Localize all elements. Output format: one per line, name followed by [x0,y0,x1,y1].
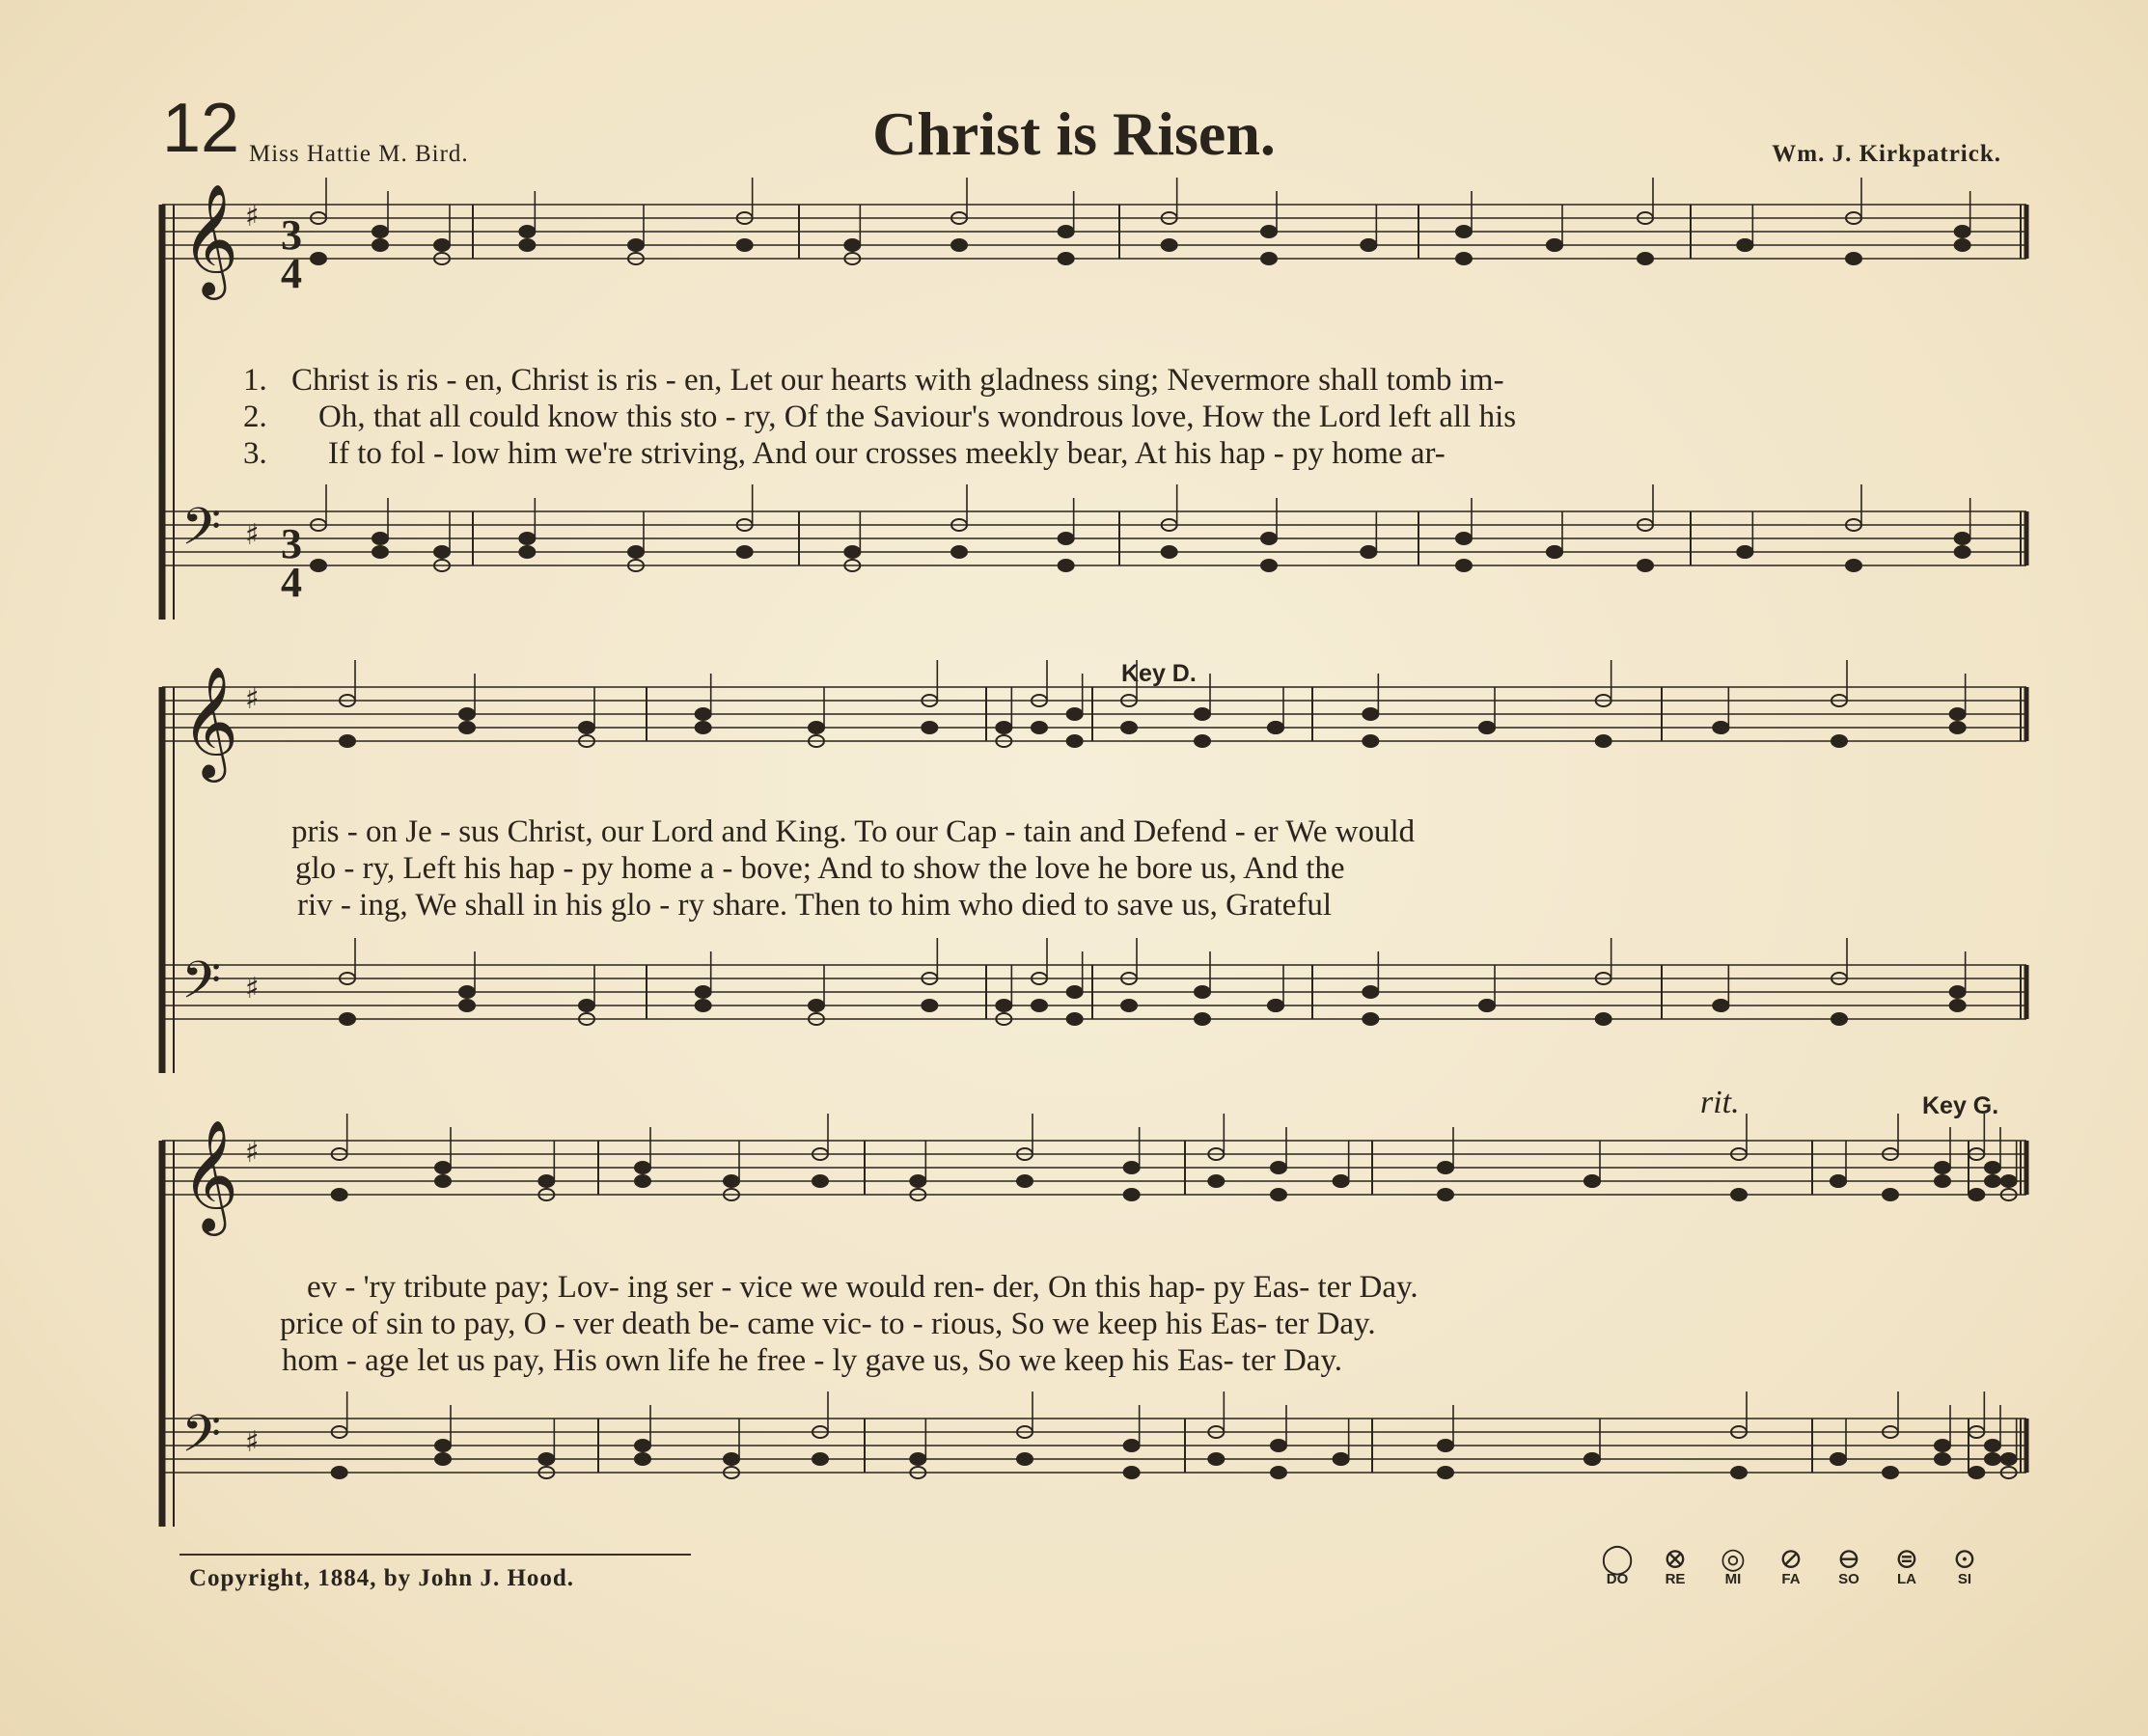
notehead [1124,1440,1140,1451]
notehead [519,533,535,544]
notehead [1208,1453,1224,1465]
bass-clef-icon: 𝄢 [181,1405,222,1476]
notehead [1017,1453,1033,1465]
lyric-line: ev - 'ry tribute pay; Lov- ing ser - vice we would ren- der, On this hap- py Eas- ter Day. [307,1270,1418,1305]
notehead [696,1000,711,1011]
notehead [1121,1000,1137,1011]
notehead [1831,1013,1847,1025]
notehead [372,239,388,251]
lyric-line: hom - age let us pay, His own life he free - ly gave us, So we keep his Eas- ter Day. [282,1343,1343,1378]
solfege-so: SO [1838,1571,1859,1587]
notehead [635,1453,650,1465]
notehead [1363,708,1378,720]
notehead [1059,533,1074,544]
notehead [1883,1189,1898,1200]
lyric-line: Christ is ris - en, Christ is ris - en, Let our hearts with gladness sing; Nevermore shall tomb im- [291,363,1504,398]
notehead [1124,1467,1140,1478]
notehead [434,239,450,251]
notehead [1195,1013,1210,1025]
notehead [1985,1440,2000,1451]
notehead [1261,533,1277,544]
notehead [1195,708,1210,720]
notehead [1846,253,1861,264]
notehead [579,1000,594,1011]
notehead [1831,735,1847,747]
notehead [2001,1453,2017,1465]
notehead [844,546,860,558]
solfege-si: SI [1957,1571,1972,1587]
sharp-icon: ♯ [245,972,260,1006]
sharp-icon: ♯ [245,518,260,552]
notehead [459,1000,475,1011]
notehead [844,239,860,251]
notehead [812,1453,828,1465]
notehead [1067,708,1083,720]
notehead [1955,226,1970,237]
notehead [372,533,388,544]
notehead [1950,986,1966,998]
notehead [1271,1189,1286,1200]
time-sig-bottom-bass: 4 [281,559,302,606]
notehead [519,239,535,251]
notehead [1195,735,1210,747]
notehead [1969,1467,1984,1478]
notehead [1846,560,1861,571]
notehead [519,226,535,237]
notehead [1950,722,1966,733]
solfege-fa: FA [1781,1571,1801,1587]
notehead [538,1175,554,1187]
notehead [459,986,475,998]
notehead [1059,226,1074,237]
notehead [1985,1175,2000,1187]
notehead [1121,722,1137,733]
notehead [1124,1162,1140,1173]
copyright-notice: Copyright, 1884, by John J. Hood. [189,1565,575,1591]
notehead [737,546,753,558]
key-change-g: Key G. [1922,1092,1999,1119]
notehead [996,722,1011,733]
notehead [1067,1013,1083,1025]
notehead [1596,735,1611,747]
lyric-line: If to fol - low him we're striving, And our crosses meekly bear, At his hap - py home ar- [328,436,1446,471]
notehead [372,226,388,237]
time-sig-bottom-treble: 4 [281,250,302,297]
shape-note-fa-icon: ⊘ [1778,1543,1804,1575]
bass-clef-icon: 𝄢 [181,498,222,569]
notehead [579,722,594,733]
notehead [1985,1453,2000,1465]
notehead [628,239,644,251]
notehead [1017,1175,1033,1187]
notehead [1261,226,1277,237]
treble-clef-icon: 𝄞 [181,665,239,778]
solfege-do: DO [1606,1571,1629,1587]
notehead [922,1000,937,1011]
notehead [1067,735,1083,747]
notehead [332,1189,347,1200]
notehead [737,239,753,251]
notehead [1438,1189,1453,1200]
notehead [1638,253,1653,264]
notehead [951,546,967,558]
notehead [809,722,824,733]
notehead [1271,1467,1286,1478]
notehead [1731,1189,1747,1200]
notehead [1261,253,1277,264]
notehead [1955,239,1970,251]
notehead [724,1175,739,1187]
lyric-line: pris - on Je - sus Christ, our Lord and King. To our Cap - tain and Defend - er We would [291,814,1416,849]
notehead [1969,1189,1984,1200]
lyric-line: riv - ing, We shall in his glo - ry share. Then to him who died to save us, Grateful [297,888,1333,923]
notehead [910,1453,925,1465]
notehead [696,986,711,998]
bass-clef-icon: 𝄢 [181,951,222,1023]
notehead [1935,1162,1950,1173]
notehead [1208,1175,1224,1187]
notehead [724,1453,739,1465]
notehead [1271,1162,1286,1173]
shape-note-do-icon: ◯ [1601,1543,1634,1575]
notehead [1059,253,1074,264]
shape-note-si-icon: ⊙ [1952,1543,1977,1575]
notehead [696,722,711,733]
notehead [340,1013,355,1025]
notehead [459,722,475,733]
treble-clef-icon: 𝄞 [181,182,239,295]
notehead [996,1000,1011,1011]
notehead [635,1440,650,1451]
page-number: 12 [162,90,240,167]
notehead [538,1453,554,1465]
treble-clef-icon: 𝄞 [181,1118,239,1231]
notehead [1059,560,1074,571]
notehead [1162,239,1177,251]
notehead [1456,253,1472,264]
notehead [1271,1440,1286,1451]
notehead [1032,1000,1047,1011]
notehead [372,546,388,558]
notehead [1456,560,1472,571]
notehead [1438,1440,1453,1451]
solfege-re: RE [1665,1571,1686,1587]
notehead [1596,1013,1611,1025]
notehead [1456,226,1472,237]
notehead [628,546,644,558]
notehead [1935,1440,1950,1451]
lyric-line: Oh, that all could know this sto - ry, Of the Saviour's wondrous love, How the Lord left all his [318,400,1517,434]
sharp-icon: ♯ [245,200,260,234]
notehead [696,708,711,720]
shape-note-so-icon: ⊖ [1836,1543,1861,1575]
notehead [1950,1000,1966,1011]
notehead [635,1162,650,1173]
sharp-icon: ♯ [245,682,260,716]
hymn-title: Christ is Risen. [872,99,1276,168]
notehead [1985,1162,2000,1173]
notehead [1438,1162,1453,1173]
notehead [1438,1467,1453,1478]
lyric-line: price of sin to pay, O - ver death be- came vic- to - rious, So we keep his Eas- ter Day. [280,1307,1376,1341]
verse-number-2: 2. [243,400,267,434]
notehead [519,546,535,558]
notehead [922,722,937,733]
lyric-line: glo - ry, Left his hap - py home a - bove; And to show the love he bore us, And the [295,851,1345,886]
notehead [332,1467,347,1478]
notehead [1363,735,1378,747]
time-sig-top-bass: 3 [281,520,302,567]
notehead [1456,533,1472,544]
notehead [435,1162,451,1173]
notehead [435,1175,451,1187]
notehead [434,546,450,558]
notehead [1067,986,1083,998]
time-sig-top-treble: 3 [281,211,302,259]
solfege-la: LA [1897,1571,1916,1587]
notehead [1195,986,1210,998]
notehead [435,1453,451,1465]
notehead [340,735,355,747]
key-change-d: Key D. [1121,660,1197,687]
notehead [2001,1175,2017,1187]
sharp-icon: ♯ [245,1425,260,1459]
ritardando-marking: rit. [1700,1085,1740,1120]
verse-number-1: 1. [243,363,267,398]
notehead [1935,1175,1950,1187]
notehead [812,1175,828,1187]
notehead [910,1175,925,1187]
notehead [1162,546,1177,558]
notehead [311,253,326,264]
verse-number-3: 3. [243,436,267,471]
copyright-rule [179,1554,691,1556]
notehead [1032,722,1047,733]
notehead [951,239,967,251]
composer-credit: Wm. J. Kirkpatrick. [1772,141,2001,167]
notehead [311,560,326,571]
notehead [459,708,475,720]
notehead [1955,533,1970,544]
notehead [1935,1453,1950,1465]
notehead [635,1175,650,1187]
notehead [1731,1467,1747,1478]
notehead [1363,986,1378,998]
notehead [1883,1467,1898,1478]
notehead [1955,546,1970,558]
sharp-icon: ♯ [245,1136,260,1170]
solfege-mi: MI [1724,1571,1742,1587]
shape-note-la-icon: ⊜ [1894,1543,1919,1575]
notehead [1950,708,1966,720]
notehead [809,1000,824,1011]
notehead [1363,1013,1378,1025]
shape-note-mi-icon: ◎ [1720,1543,1747,1575]
notehead [435,1440,451,1451]
notehead [1124,1189,1140,1200]
notehead [1638,560,1653,571]
author-credit: Miss Hattie M. Bird. [249,141,469,167]
shape-note-re-icon: ⊗ [1663,1543,1688,1575]
notehead [1261,560,1277,571]
